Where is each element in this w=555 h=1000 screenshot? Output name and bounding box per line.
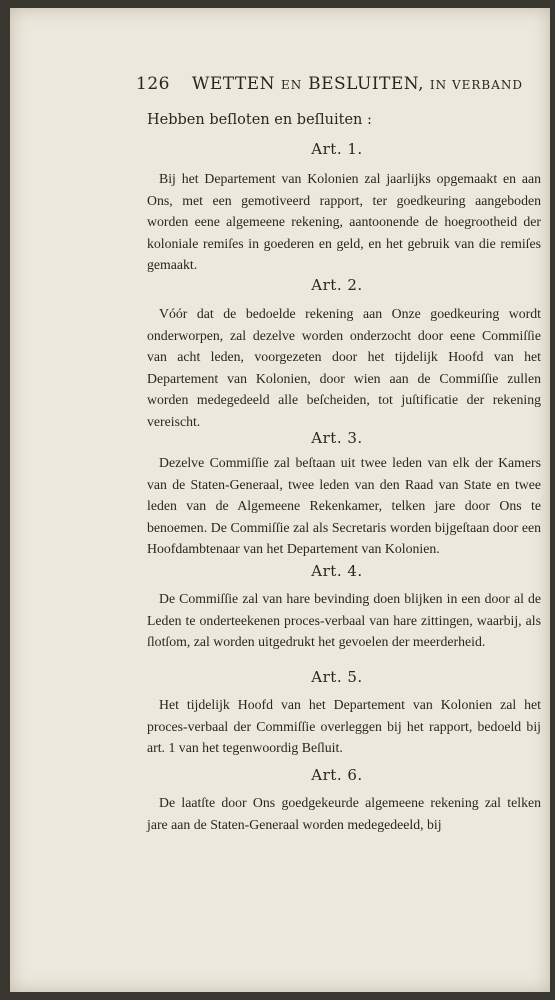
article-text: De laatſte door Ons goedgekeurde algemeene rekening zal telken jare aan de Staten-Generaal worden medegedeeld, bij (147, 795, 541, 832)
article-heading: Art. 2. (311, 276, 363, 294)
header-title-en: EN (280, 78, 303, 92)
article-text: Vóór dat de bedoelde rekening aan Onze goedkeuring wordt onderworpen, zal dezelve worden onderzocht door eene Commiſſie van acht leden, voorgezeten door het tijdelijk Hoofd van het Departement van Kolonien, door wien aan de Commiſſie zullen worden medegedeeld alle beſcheiden, tot juſtificatie der rekening vereischt. (147, 306, 541, 429)
article-text: Het tijdelijk Hoofd van het Departement van Kolonien zal het proces-verbaal der Commiſſie overleggen bij het rapport, bedoeld bij art. 1 van het tegenwoordig Beſluit. (147, 697, 541, 756)
article-heading: Art. 6. (311, 766, 363, 784)
article-heading: Art. 1. (311, 140, 363, 158)
article-heading: Art. 3. (311, 429, 363, 447)
header-title-part2: BESLUITEN, (308, 74, 424, 94)
article-heading: Art. 5. (311, 668, 363, 686)
article-text: De Commiſſie zal van hare bevinding doen blijken in een door al de Leden te onderteekenen proces-verbaal van hare zittingen, waarbij, als ſlotſom, zal worden uitgedrukt het gevoelen der meerderheid. (147, 591, 541, 650)
header-title-part1: WETTEN (191, 74, 276, 94)
article-text: Dezelve Commiſſie zal beſtaan uit twee leden van elk der Kamers van de Staten-Generaal, twee leden van den Raad van State en twee leden van de Algemeene Rekenkamer, telken jare door Ons te benoemen. De Commiſſie zal als Secretaris worden bijgeſtaan door een Hoofdambtenaar van het Departement van Kolonien. (147, 455, 541, 557)
header-title-tail: IN VERBAND (429, 78, 524, 92)
intro-line: Hebben beſloten en beſluiten : (147, 112, 372, 128)
running-header (136, 74, 538, 94)
article-heading: Art. 4. (311, 562, 363, 580)
page-number: 126 (136, 74, 170, 94)
article-text: Bij het Departement van Kolonien zal jaarlijks opgemaakt en aan Ons, met een gemotiveerd rapport, ter goedkeuring aangeboden worden eene algemeene rekening, aantoonende de hoegrootheid der koloniale remiſes in goederen en geld, en het gebruik van die remiſes gemaakt. (147, 171, 541, 273)
book-page (10, 8, 550, 992)
